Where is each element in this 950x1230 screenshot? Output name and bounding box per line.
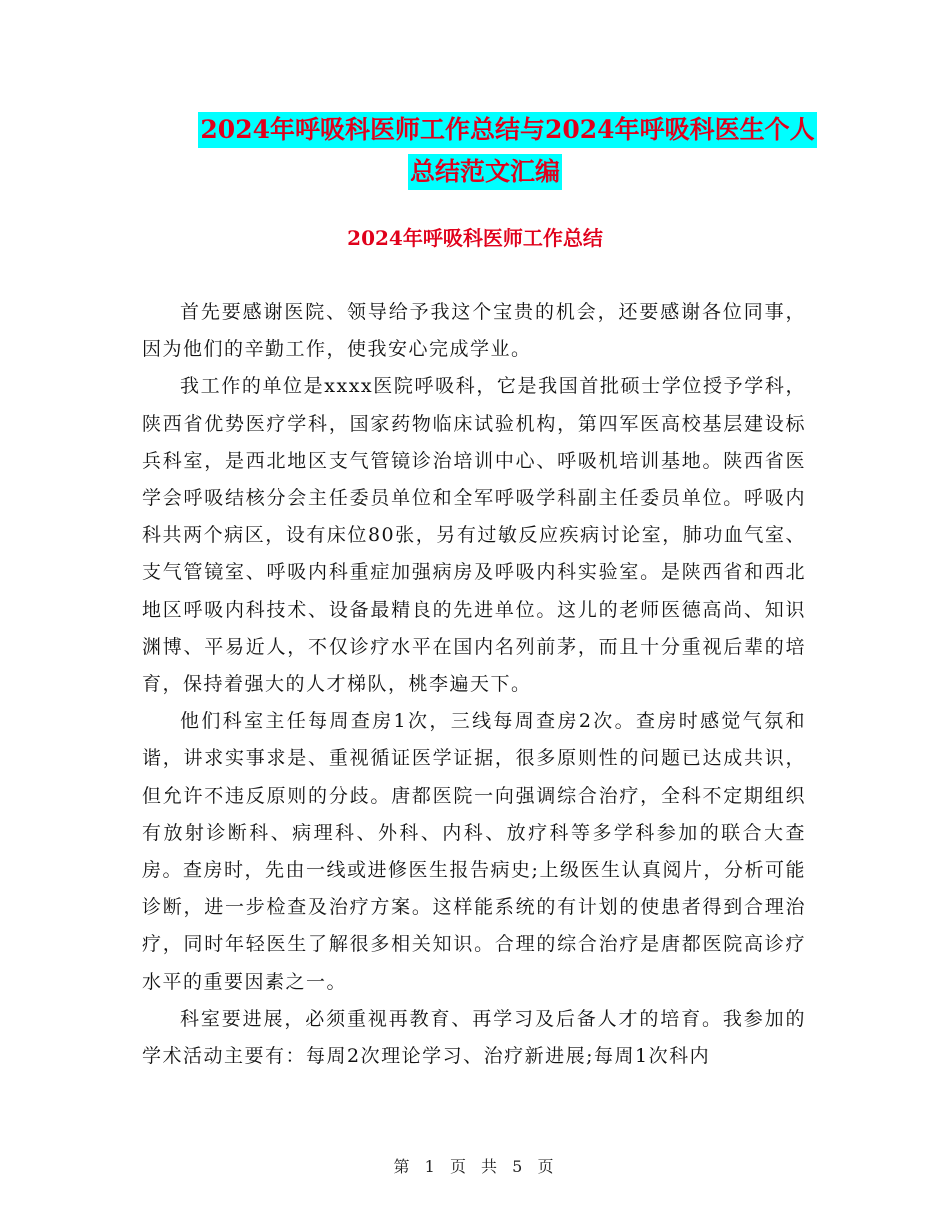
title-line-1: 2024年呼吸科医师工作总结与2024年呼吸科医生个人 — [198, 112, 816, 148]
footer-total-prefix: 共 — [481, 1157, 501, 1176]
footer-total-pages: 5 — [512, 1157, 526, 1176]
footer-suffix: 页 — [537, 1157, 557, 1176]
paragraph-4: 科室要进展，必须重视再教育、再学习及后备人才的培育。我参加的学术活动主要有：每周2次理论学习、治疗新进展;每周1次科内 — [142, 1007, 806, 1068]
title-line-2: 总结范文汇编 — [408, 154, 562, 190]
footer-page-word: 页 — [449, 1157, 469, 1176]
section-heading: 2024年呼吸科医师工作总结 — [347, 226, 603, 250]
page-footer — [0, 1154, 950, 1177]
document-title — [140, 112, 830, 190]
footer-page-number: 1 — [424, 1157, 438, 1176]
footer-prefix: 第 — [393, 1157, 413, 1176]
body-text — [142, 294, 806, 1075]
paragraph-3: 他们科室主任每周查房1次，三线每周查房2次。查房时感觉气氛和谐，讲求实事求是、重视循证医学证据，很多原则性的问题已达成共识，但允许不违反原则的分歧。唐都医院一向强调综合治疗，全科不定期组织有放射诊断科、病理科、外科、内科、放疗科等多学科参加的联合大查房。查房时，先由一线或进修医生报告病史;上级医生认真阅片，分析可能诊断，进一步检查及治疗方案。这样能系统的有计划的使患者得到合理治疗，同时年轻医生了解很多相关知识。合理的综合治疗是唐都医院高诊疗水平的重要因素之一。 — [142, 710, 806, 993]
paragraph-1: 首先要感谢医院、领导给予我这个宝贵的机会，还要感谢各位同事，因为他们的辛勤工作，使我安心完成学业。 — [142, 301, 806, 361]
paragraph-2: 我工作的单位是xxxx医院呼吸科，它是我国首批硕士学位授予学科，陕西省优势医疗学科，国家药物临床试验机构，第四军医高校基层建设标兵科室，是西北地区支气管镜诊治培训中心、呼吸机培训基地。陕西省医学会呼吸结核分会主任委员单位和全军呼吸学科副主任委员单位。呼吸内科共两个病区，设有床位80张，另有过敏反应疾病讨论室，肺功血气室、支气管镜室、呼吸内科重症加强病房及呼吸内科实验室。是陕西省和西北地区呼吸内科技术、设备最精良的先进单位。这儿的老师医德高尚、知识渊博、平易近人，不仅诊疗水平在国内名列前茅，而且十分重视后辈的培育，保持着强大的人才梯队，桃李遍天下。 — [142, 375, 806, 696]
